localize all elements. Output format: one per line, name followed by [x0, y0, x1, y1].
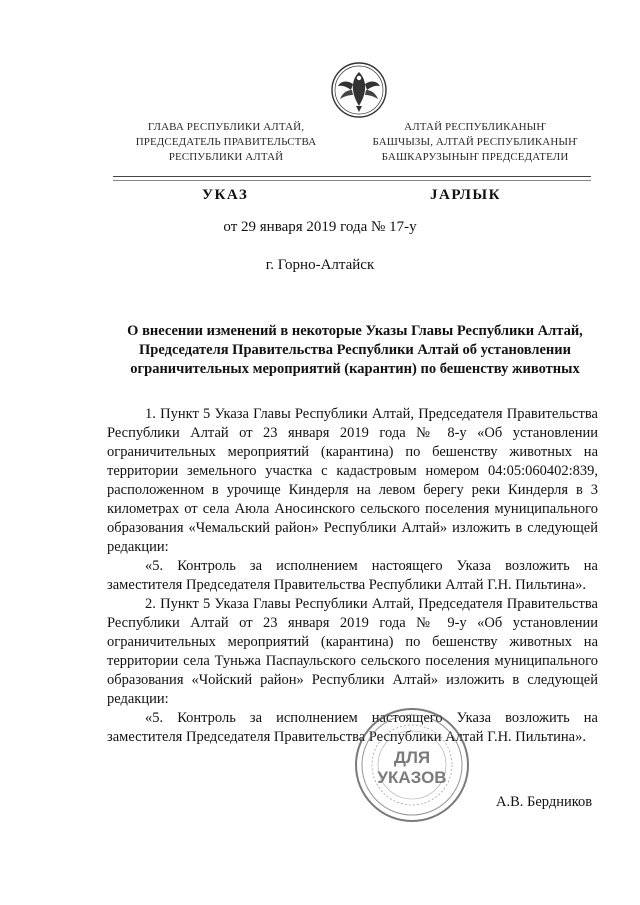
body-paragraph: «5. Контроль за исполнением настоящего Указа возложить на заместителя Председателя Правительства Республики Алтай Г.Н. Пильтина».	[107, 558, 598, 593]
stamp-text-top: ДЛЯ	[393, 748, 431, 767]
header-right-line: АЛТАЙ РЕСПУБЛИКАНЫҤ	[404, 121, 546, 133]
document-date-number: от 29 января 2019 года № 17-у	[223, 219, 417, 235]
document-title-russian: УКАЗ	[202, 187, 249, 203]
header-left-line: РЕСПУБЛИКИ АЛТАЙ	[168, 151, 284, 163]
body-paragraph: «5. Контроль за исполнением настоящего Указа возложить на заместителя Председателя Правительства Республики Алтай Г.Н. Пильтина».	[107, 710, 598, 745]
header-right-line: БАШКАРУЗЫНЫҤ ПРЕДСЕДАТЕЛИ	[381, 151, 569, 163]
document-subject: О внесении изменений в некоторые Указы Главы Республики Алтай, Председателя Правительства Республики Алтай об установлении ограничительных мероприятий (карантин) по бешенству животных	[127, 323, 583, 377]
body-paragraph: 1. Пункт 5 Указа Главы Республики Алтай, Председателя Правительства Республики Алтай от 23 января 2019 года № 8-у «Об установлении ограничительных мероприятий (карантина) по бешенству животных на территории земельного участка с кадастровым номером 04:05:060402:839, расположенном в урочище Киндерля на левом берегу реки Киндерля в 3 километрах от села Аюла Аносинского сельского поселения муниципального образования «Чемальский район» Республики Алтай» изложить в следующей редакции:	[107, 406, 598, 555]
header-left-line: ПРЕДСЕДАТЕЛЬ ПРАВИТЕЛЬСТВА	[135, 136, 317, 148]
official-stamp	[352, 705, 472, 825]
header-divider	[113, 176, 591, 177]
document-body	[107, 405, 598, 747]
header-right-line: БАШЧЫЗЫ, АЛТАЙ РЕСПУБЛИКАНЫҤ	[372, 136, 578, 148]
signer-name: А.В. Бердников	[496, 794, 593, 810]
document-title-altai: JАРЛЫК	[430, 187, 502, 203]
header-left-block	[110, 120, 342, 165]
document-city: г. Горно-Алтайск	[265, 257, 375, 273]
body-paragraph: 2. Пункт 5 Указа Главы Республики Алтай, Председателя Правительства Республики Алтай от 23 января 2019 года № 9-у «Об установлении ограничительных мероприятий (карантина) по бешенству животных на территории села Туньжа Паспаульского сельского поселения муниципального образования «Чойский район» Республики Алтай» изложить в следующей редакции:	[107, 596, 598, 707]
header-divider-thin	[113, 180, 591, 181]
header-right-block	[352, 120, 598, 165]
header-left-line: ГЛАВА РЕСПУБЛИКИ АЛТАЙ,	[147, 121, 305, 133]
stamp-text-bottom: УКАЗОВ	[377, 768, 447, 787]
altai-republic-coat-of-arms-icon	[330, 60, 388, 120]
